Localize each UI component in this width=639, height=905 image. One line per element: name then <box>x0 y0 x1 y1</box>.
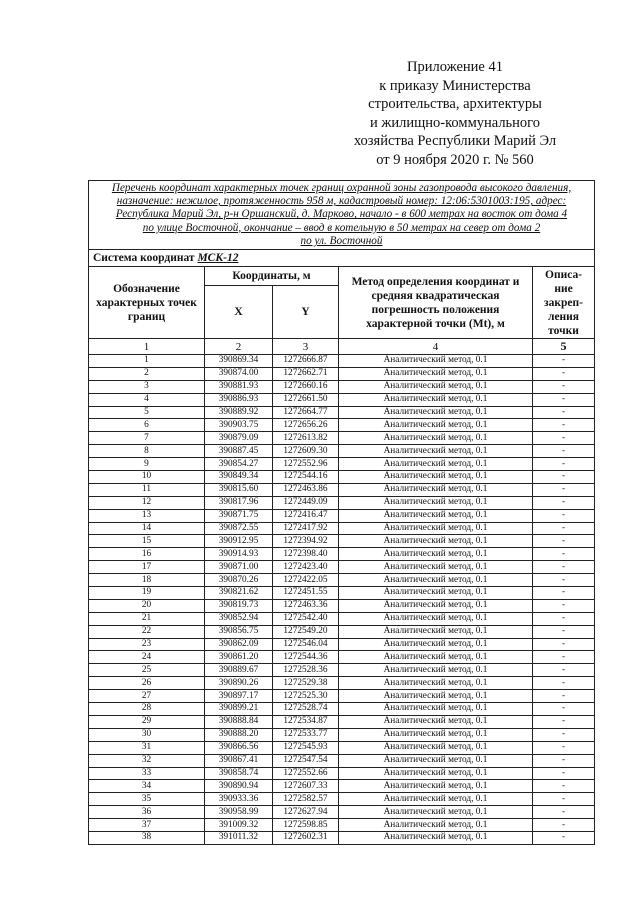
description-cell: - <box>533 496 595 509</box>
point-number-cell: 12 <box>89 496 205 509</box>
y-coordinate-cell: 1272656.26 <box>273 419 339 432</box>
point-number-cell: 20 <box>89 599 205 612</box>
description-cell: - <box>533 561 595 574</box>
y-coordinate-cell: 1272660.16 <box>273 380 339 393</box>
table-row <box>89 522 595 535</box>
point-number-cell: 25 <box>89 664 205 677</box>
x-coordinate-cell: 390854.27 <box>205 458 273 471</box>
table-row <box>89 471 595 484</box>
description-cell: - <box>533 651 595 664</box>
x-coordinate-cell: 390852.94 <box>205 612 273 625</box>
point-number-cell: 22 <box>89 625 205 638</box>
table-row <box>89 806 595 819</box>
y-coordinate-cell: 1272544.36 <box>273 651 339 664</box>
table-row <box>89 406 595 419</box>
method-cell: Аналитический метод, 0.1 <box>339 548 533 561</box>
method-cell: Аналитический метод, 0.1 <box>339 393 533 406</box>
description-cell: - <box>533 393 595 406</box>
x-coordinate-cell: 390903.75 <box>205 419 273 432</box>
y-coordinate-cell: 1272545.93 <box>273 741 339 754</box>
y-coordinate-cell: 1272423.40 <box>273 561 339 574</box>
x-coordinate-cell: 390858.74 <box>205 767 273 780</box>
method-cell: Аналитический метод, 0.1 <box>339 599 533 612</box>
point-number-cell: 5 <box>89 406 205 419</box>
method-cell: Аналитический метод, 0.1 <box>339 638 533 651</box>
x-coordinate-cell: 390890.26 <box>205 677 273 690</box>
description-cell: - <box>533 664 595 677</box>
method-cell: Аналитический метод, 0.1 <box>339 806 533 819</box>
table-row <box>89 780 595 793</box>
y-coordinate-cell: 1272666.87 <box>273 355 339 368</box>
x-coordinate-cell: 390872.55 <box>205 522 273 535</box>
x-coordinate-cell: 390889.92 <box>205 406 273 419</box>
x-coordinate-cell: 390886.93 <box>205 393 273 406</box>
header-line: строительства, архитектуры <box>368 96 542 112</box>
y-coordinate-cell: 1272463.36 <box>273 599 339 612</box>
method-cell: Аналитический метод, 0.1 <box>339 793 533 806</box>
x-coordinate-cell: 390899.21 <box>205 703 273 716</box>
x-coordinate-cell: 390821.62 <box>205 587 273 600</box>
method-cell: Аналитический метод, 0.1 <box>339 715 533 728</box>
table-row <box>89 741 595 754</box>
table-row <box>89 819 595 832</box>
point-number-cell: 31 <box>89 741 205 754</box>
method-cell: Аналитический метод, 0.1 <box>339 432 533 445</box>
description-cell: - <box>533 471 595 484</box>
y-coordinate-cell: 1272598.85 <box>273 819 339 832</box>
description-cell: - <box>533 715 595 728</box>
y-coordinate-cell: 1272525.30 <box>273 690 339 703</box>
table-row <box>89 767 595 780</box>
method-cell: Аналитический метод, 0.1 <box>339 664 533 677</box>
y-coordinate-cell: 1272602.31 <box>273 831 339 844</box>
table-row <box>89 483 595 496</box>
method-cell: Аналитический метод, 0.1 <box>339 380 533 393</box>
point-number-cell: 19 <box>89 587 205 600</box>
header-line: и жилищно-коммунального <box>369 114 541 131</box>
x-coordinate-cell: 390861.20 <box>205 651 273 664</box>
table-row <box>89 548 595 561</box>
method-cell: Аналитический метод, 0.1 <box>339 728 533 741</box>
method-cell: Аналитический метод, 0.1 <box>339 458 533 471</box>
title-line: Республика Марий Эл, р-н Оршанский, д. Марково, начало - в 600 метрах на восток от дома 4 <box>115 208 568 221</box>
title-line: по ул. Восточной <box>300 234 383 247</box>
description-cell: - <box>533 728 595 741</box>
method-cell: Аналитический метод, 0.1 <box>339 471 533 484</box>
header-x: X <box>205 286 273 339</box>
description-cell: - <box>533 587 595 600</box>
x-coordinate-cell: 390888.84 <box>205 715 273 728</box>
x-coordinate-cell: 391011.32 <box>205 831 273 844</box>
column-number: 3 <box>273 339 339 355</box>
y-coordinate-cell: 1272542.40 <box>273 612 339 625</box>
y-coordinate-cell: 1272552.66 <box>273 767 339 780</box>
table-row <box>89 355 595 368</box>
y-coordinate-cell: 1272613.82 <box>273 432 339 445</box>
header-y: Y <box>273 286 339 339</box>
description-cell: - <box>533 380 595 393</box>
method-cell: Аналитический метод, 0.1 <box>339 754 533 767</box>
table-row <box>89 574 595 587</box>
description-cell: - <box>533 677 595 690</box>
description-cell: - <box>533 355 595 368</box>
method-cell: Аналитический метод, 0.1 <box>339 509 533 522</box>
point-number-cell: 28 <box>89 703 205 716</box>
header-method: Метод определения координат и средняя квадратическая погрешность положения характерной точки (Mt), м <box>339 267 533 339</box>
point-number-cell: 29 <box>89 715 205 728</box>
x-coordinate-cell: 390912.95 <box>205 535 273 548</box>
title-line: по улице Восточной, окончание – ввод в котельную в 50 метрах на север от дома 2 <box>142 221 541 234</box>
description-cell: - <box>533 483 595 496</box>
y-coordinate-cell: 1272394.92 <box>273 535 339 548</box>
table-title <box>89 181 595 250</box>
point-number-cell: 8 <box>89 445 205 458</box>
y-coordinate-cell: 1272533.77 <box>273 728 339 741</box>
x-coordinate-cell: 390890.94 <box>205 780 273 793</box>
method-cell: Аналитический метод, 0.1 <box>339 819 533 832</box>
table-row <box>89 831 595 844</box>
method-cell: Аналитический метод, 0.1 <box>339 831 533 844</box>
y-coordinate-cell: 1272607.33 <box>273 780 339 793</box>
y-coordinate-cell: 1272549.20 <box>273 625 339 638</box>
table-row <box>89 690 595 703</box>
table-row <box>89 728 595 741</box>
x-coordinate-cell: 390866.56 <box>205 741 273 754</box>
y-coordinate-cell: 1272417.92 <box>273 522 339 535</box>
table-row <box>89 651 595 664</box>
point-number-cell: 7 <box>89 432 205 445</box>
column-number: 5 <box>533 339 595 355</box>
table-row <box>89 445 595 458</box>
header-description: Описа-ние закреп-ления точки <box>533 267 595 339</box>
coordinates-table <box>88 180 595 845</box>
table-row <box>89 587 595 600</box>
method-cell: Аналитический метод, 0.1 <box>339 355 533 368</box>
method-cell: Аналитический метод, 0.1 <box>339 651 533 664</box>
table-row <box>89 561 595 574</box>
point-number-cell: 11 <box>89 483 205 496</box>
column-numbers-row <box>89 339 595 355</box>
point-number-cell: 34 <box>89 780 205 793</box>
point-number-cell: 32 <box>89 754 205 767</box>
table-row <box>89 793 595 806</box>
title-line: назначение: нежилое, протяженность 958 м, кадастровый номер: 12:06:5301003:195, адрес: <box>116 195 567 208</box>
y-coordinate-cell: 1272463.86 <box>273 483 339 496</box>
description-cell: - <box>533 445 595 458</box>
table-row <box>89 754 595 767</box>
method-cell: Аналитический метод, 0.1 <box>339 677 533 690</box>
method-cell: Аналитический метод, 0.1 <box>339 703 533 716</box>
table-row <box>89 612 595 625</box>
point-number-cell: 37 <box>89 819 205 832</box>
method-cell: Аналитический метод, 0.1 <box>339 690 533 703</box>
table-row <box>89 419 595 432</box>
method-cell: Аналитический метод, 0.1 <box>339 741 533 754</box>
point-number-cell: 23 <box>89 638 205 651</box>
description-cell: - <box>533 806 595 819</box>
header-line: хозяйства Республики Марий Эл <box>353 133 557 149</box>
x-coordinate-cell: 390819.73 <box>205 599 273 612</box>
y-coordinate-cell: 1272451.55 <box>273 587 339 600</box>
table-row <box>89 599 595 612</box>
table-row <box>89 393 595 406</box>
point-number-cell: 14 <box>89 522 205 535</box>
method-cell: Аналитический метод, 0.1 <box>339 561 533 574</box>
table-row <box>89 677 595 690</box>
point-number-cell: 26 <box>89 677 205 690</box>
description-cell: - <box>533 741 595 754</box>
y-coordinate-cell: 1272609.30 <box>273 445 339 458</box>
header-line: от 9 ноября 2020 г. № 560 <box>376 151 534 168</box>
y-coordinate-cell: 1272552.96 <box>273 458 339 471</box>
description-cell: - <box>533 574 595 587</box>
column-number: 1 <box>89 339 205 355</box>
point-number-cell: 38 <box>89 831 205 844</box>
y-coordinate-cell: 1272449.09 <box>273 496 339 509</box>
table-row <box>89 367 595 380</box>
x-coordinate-cell: 390958.99 <box>205 806 273 819</box>
point-number-cell: 10 <box>89 471 205 484</box>
method-cell: Аналитический метод, 0.1 <box>339 625 533 638</box>
x-coordinate-cell: 390897.17 <box>205 690 273 703</box>
description-cell: - <box>533 548 595 561</box>
coord-system-row <box>89 250 595 267</box>
method-cell: Аналитический метод, 0.1 <box>339 574 533 587</box>
x-coordinate-cell: 390856.75 <box>205 625 273 638</box>
y-coordinate-cell: 1272534.87 <box>273 715 339 728</box>
x-coordinate-cell: 390862.09 <box>205 638 273 651</box>
description-cell: - <box>533 599 595 612</box>
x-coordinate-cell: 390879.09 <box>205 432 273 445</box>
point-number-cell: 2 <box>89 367 205 380</box>
x-coordinate-cell: 390815.60 <box>205 483 273 496</box>
x-coordinate-cell: 390870.26 <box>205 574 273 587</box>
point-number-cell: 30 <box>89 728 205 741</box>
method-cell: Аналитический метод, 0.1 <box>339 767 533 780</box>
description-cell: - <box>533 367 595 380</box>
x-coordinate-cell: 390874.00 <box>205 367 273 380</box>
y-coordinate-cell: 1272416.47 <box>273 509 339 522</box>
y-coordinate-cell: 1272528.74 <box>273 703 339 716</box>
point-number-cell: 36 <box>89 806 205 819</box>
description-cell: - <box>533 767 595 780</box>
y-coordinate-cell: 1272661.50 <box>273 393 339 406</box>
point-number-cell: 9 <box>89 458 205 471</box>
description-cell: - <box>533 780 595 793</box>
x-coordinate-cell: 390869.34 <box>205 355 273 368</box>
y-coordinate-cell: 1272422.05 <box>273 574 339 587</box>
method-cell: Аналитический метод, 0.1 <box>339 419 533 432</box>
table-row <box>89 625 595 638</box>
description-cell: - <box>533 612 595 625</box>
table-row <box>89 703 595 716</box>
description-cell: - <box>533 690 595 703</box>
point-number-cell: 35 <box>89 793 205 806</box>
point-number-cell: 6 <box>89 419 205 432</box>
point-number-cell: 15 <box>89 535 205 548</box>
method-cell: Аналитический метод, 0.1 <box>339 780 533 793</box>
point-number-cell: 33 <box>89 767 205 780</box>
x-coordinate-cell: 391009.32 <box>205 819 273 832</box>
point-number-cell: 13 <box>89 509 205 522</box>
y-coordinate-cell: 1272398.40 <box>273 548 339 561</box>
coord-system-label: Система координат <box>93 252 195 264</box>
coord-system-value: МСК-12 <box>197 252 239 264</box>
title-line: Перечень координат характерных точек границ охранной зоны газопровода высокого давления, <box>111 181 572 194</box>
x-coordinate-cell: 390888.20 <box>205 728 273 741</box>
description-cell: - <box>533 406 595 419</box>
x-coordinate-cell: 390889.67 <box>205 664 273 677</box>
point-number-cell: 24 <box>89 651 205 664</box>
x-coordinate-cell: 390867.41 <box>205 754 273 767</box>
x-coordinate-cell: 390871.75 <box>205 509 273 522</box>
description-cell: - <box>533 535 595 548</box>
y-coordinate-cell: 1272582.57 <box>273 793 339 806</box>
method-cell: Аналитический метод, 0.1 <box>339 406 533 419</box>
x-coordinate-cell: 390871.00 <box>205 561 273 574</box>
y-coordinate-cell: 1272546.04 <box>273 638 339 651</box>
description-cell: - <box>533 419 595 432</box>
method-cell: Аналитический метод, 0.1 <box>339 445 533 458</box>
x-coordinate-cell: 390849.34 <box>205 471 273 484</box>
description-cell: - <box>533 831 595 844</box>
header-line: Приложение 41 <box>407 59 503 75</box>
document-header <box>320 58 590 169</box>
method-cell: Аналитический метод, 0.1 <box>339 535 533 548</box>
x-coordinate-cell: 390817.96 <box>205 496 273 509</box>
description-cell: - <box>533 703 595 716</box>
point-number-cell: 27 <box>89 690 205 703</box>
description-cell: - <box>533 625 595 638</box>
description-cell: - <box>533 522 595 535</box>
method-cell: Аналитический метод, 0.1 <box>339 522 533 535</box>
header-line: к приказу Министерства <box>379 77 531 94</box>
point-number-cell: 18 <box>89 574 205 587</box>
x-coordinate-cell: 390887.45 <box>205 445 273 458</box>
point-number-cell: 21 <box>89 612 205 625</box>
description-cell: - <box>533 754 595 767</box>
column-number: 2 <box>205 339 273 355</box>
table-row <box>89 535 595 548</box>
column-number: 4 <box>339 339 533 355</box>
point-number-cell: 4 <box>89 393 205 406</box>
method-cell: Аналитический метод, 0.1 <box>339 483 533 496</box>
header-designation: Обозначение характерных точек границ <box>89 267 205 339</box>
method-cell: Аналитический метод, 0.1 <box>339 587 533 600</box>
method-cell: Аналитический метод, 0.1 <box>339 496 533 509</box>
table-row <box>89 638 595 651</box>
table-row <box>89 715 595 728</box>
point-number-cell: 3 <box>89 380 205 393</box>
table-row <box>89 496 595 509</box>
y-coordinate-cell: 1272662.71 <box>273 367 339 380</box>
point-number-cell: 17 <box>89 561 205 574</box>
y-coordinate-cell: 1272664.77 <box>273 406 339 419</box>
method-cell: Аналитический метод, 0.1 <box>339 612 533 625</box>
table-row <box>89 458 595 471</box>
y-coordinate-cell: 1272544.16 <box>273 471 339 484</box>
table-row <box>89 664 595 677</box>
point-number-cell: 1 <box>89 355 205 368</box>
y-coordinate-cell: 1272627.94 <box>273 806 339 819</box>
description-cell: - <box>533 819 595 832</box>
method-cell: Аналитический метод, 0.1 <box>339 367 533 380</box>
point-number-cell: 16 <box>89 548 205 561</box>
y-coordinate-cell: 1272529.38 <box>273 677 339 690</box>
x-coordinate-cell: 390881.93 <box>205 380 273 393</box>
description-cell: - <box>533 458 595 471</box>
header-coordinates: Координаты, м <box>205 267 339 286</box>
x-coordinate-cell: 390933.36 <box>205 793 273 806</box>
table-row <box>89 509 595 522</box>
y-coordinate-cell: 1272547.54 <box>273 754 339 767</box>
description-cell: - <box>533 509 595 522</box>
x-coordinate-cell: 390914.93 <box>205 548 273 561</box>
description-cell: - <box>533 432 595 445</box>
description-cell: - <box>533 793 595 806</box>
table-row <box>89 432 595 445</box>
description-cell: - <box>533 638 595 651</box>
y-coordinate-cell: 1272528.36 <box>273 664 339 677</box>
table-row <box>89 380 595 393</box>
